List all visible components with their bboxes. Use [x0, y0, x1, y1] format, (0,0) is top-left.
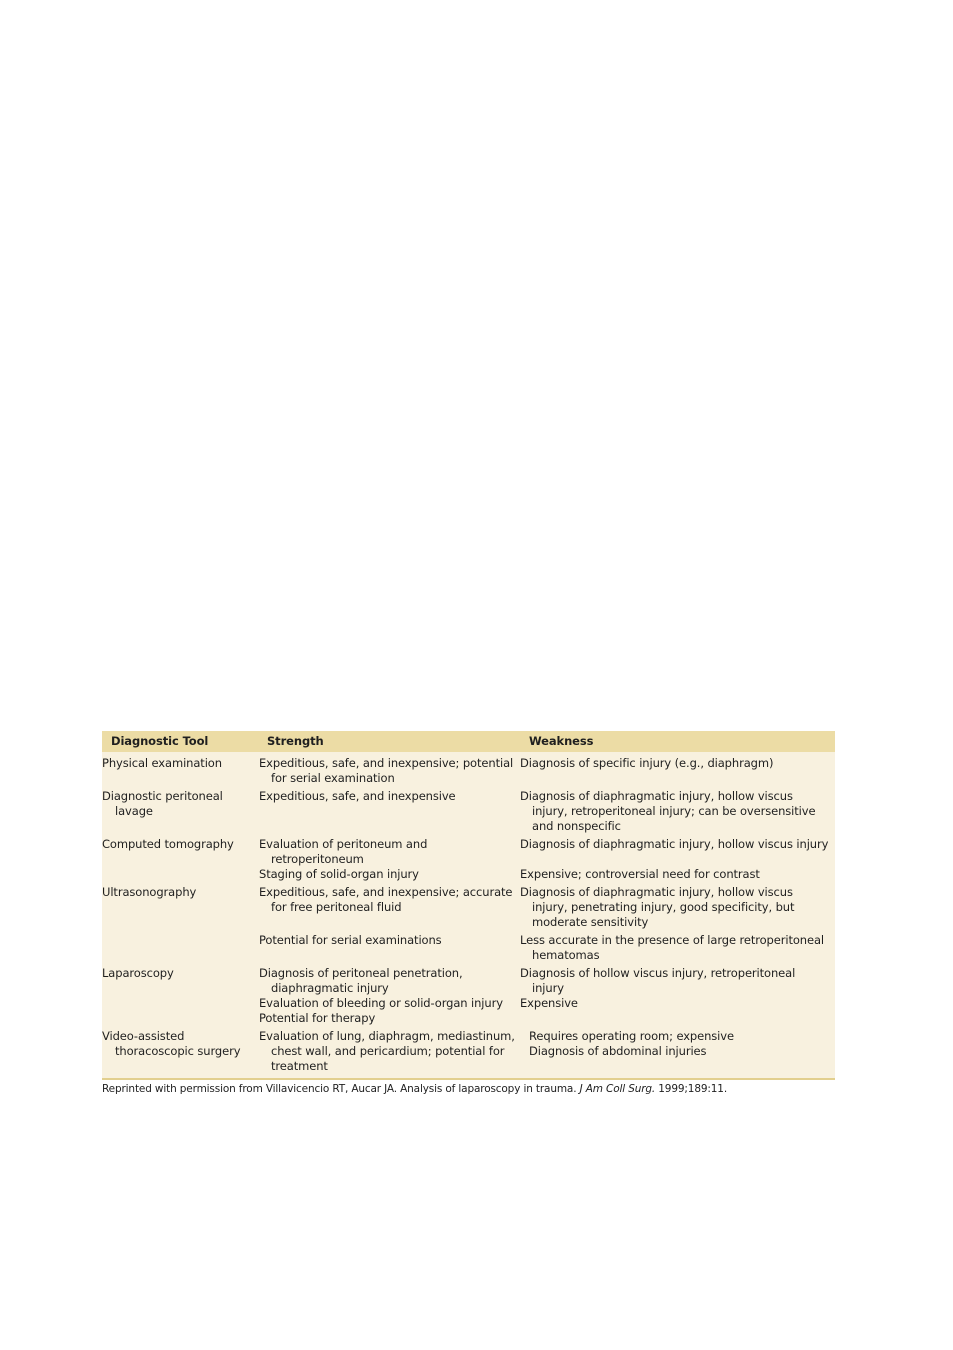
diagnostic-tools-table	[102, 731, 835, 1080]
strength-cell: Potential for therapy	[259, 1011, 376, 1025]
caption-journal: J Am Coll Surg.	[579, 1083, 656, 1095]
caption-citation: 1999;189:11.	[655, 1083, 728, 1095]
strength-cell: Expeditious, safe, and inexpensive; potential for serial examination	[259, 756, 514, 785]
weakness-cell: Less accurate in the presence of large retroperitoneal hematomas	[520, 933, 824, 962]
strength-cell: Evaluation of lung, diaphragm, mediastinum, chest wall, and pericardium; potential for treatment	[259, 1029, 515, 1073]
weakness-cell: Diagnosis of diaphragmatic injury, hollow viscus injury, penetrating injury, good specificity, but moderate sensitivity	[520, 885, 795, 929]
tool-cell: Diagnostic peritoneal lavage	[102, 789, 223, 818]
weakness-cell	[520, 1011, 835, 1026]
table-row	[102, 837, 835, 882]
header-strength: Strength	[267, 734, 324, 748]
weakness-cell: Diagnosis of hollow viscus injury, retroperitoneal injury	[520, 966, 796, 995]
table-source-caption	[102, 1083, 727, 1095]
tool-cell: Computed tomography	[102, 837, 234, 851]
strength-cell: Evaluation of peritoneum and retroperitoneum	[259, 837, 428, 866]
table-row	[102, 885, 835, 963]
weakness-cell: Requires operating room; expensive	[529, 1029, 734, 1043]
header-diagnostic-tool: Diagnostic Tool	[111, 734, 209, 748]
weakness-cell: Diagnosis of abdominal injuries	[529, 1044, 707, 1058]
table-body	[102, 752, 835, 1078]
diagnostic-tools-table-container	[102, 731, 835, 1080]
strength-cell: Evaluation of bleeding or solid-organ injury	[259, 996, 503, 1010]
tool-cell: Laparoscopy	[102, 966, 174, 980]
table-row	[102, 756, 835, 786]
table-header-row	[102, 731, 835, 752]
weakness-cell: Diagnosis of specific injury (e.g., diaphragm)	[520, 756, 774, 770]
table-row	[102, 1029, 835, 1074]
table-row	[102, 966, 835, 1026]
strength-cell: Diagnosis of peritoneal penetration, diaphragmatic injury	[259, 966, 463, 995]
tool-cell: Ultrasonography	[102, 885, 197, 899]
weakness-cell: Diagnosis of diaphragmatic injury, hollow viscus injury, retroperitoneal injury; can be oversensitive and nonspecific	[520, 789, 816, 833]
tool-cell: Physical examination	[102, 756, 222, 770]
strength-cell: Potential for serial examinations	[259, 933, 442, 947]
strength-cell: Expeditious, safe, and inexpensive	[259, 789, 456, 803]
weakness-cell: Expensive	[520, 996, 578, 1010]
table-row	[102, 789, 835, 834]
weakness-cell: Expensive; controversial need for contrast	[520, 867, 760, 881]
tool-cell: Video-assisted thoracoscopic surgery	[102, 1029, 241, 1058]
strength-cell: Staging of solid-organ injury	[259, 867, 419, 881]
header-weakness: Weakness	[529, 734, 594, 748]
weakness-cell: Diagnosis of diaphragmatic injury, hollow viscus injury	[520, 837, 829, 851]
caption-text: Reprinted with permission from Villavicencio RT, Aucar JA. Analysis of laparoscopy in trauma.	[102, 1083, 580, 1095]
strength-cell: Expeditious, safe, and inexpensive; accurate for free peritoneal fluid	[259, 885, 513, 914]
